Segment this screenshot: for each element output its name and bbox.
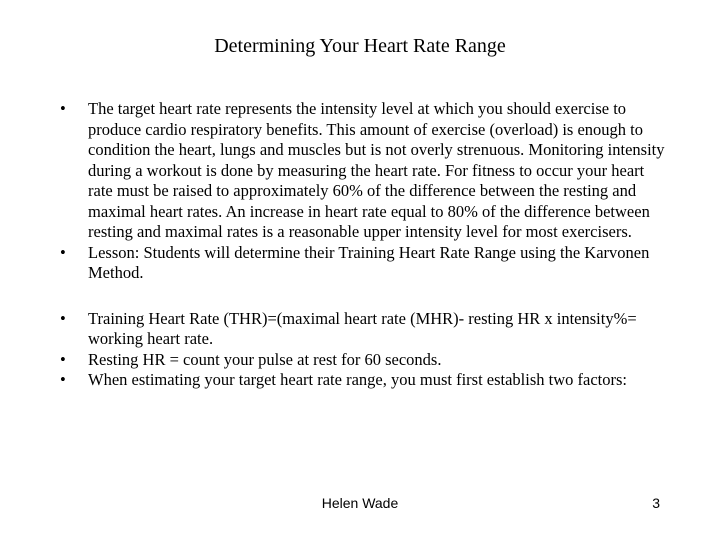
bullet-text: The target heart rate represents the intensity level at which you should exercise to produce cardio respiratory benefits. This amount of exercise (overload) is enough to condition the heart, lungs and muscles but is not overly strenuous. Monitoring intensity during a workout is done by measuring the heart rate. For fitness to occur your heart rate must be raised to approximately 60% of the difference between the resting and maximal heart rates. An increase in heart rate equal to 80% of the difference between resting and maximal rates is a reasonable upper intensity level for most exercisers. [88,99,665,241]
bullet-icon: • [60,242,66,262]
bullet-item-estimating-range [60,370,672,391]
bullet-icon: • [60,370,66,389]
bullet-text: When estimating your target heart rate range, you must first establish two factors: [88,370,627,389]
bullet-icon: • [60,349,66,369]
bullet-item-lesson [60,243,672,284]
bullet-item-resting-hr [60,350,672,371]
bullet-icon: • [60,308,66,328]
bullet-item-target-heart-rate [60,99,672,243]
bullet-item-thr-formula [60,309,672,350]
bullet-text: Resting HR = count your pulse at rest for 60 seconds. [88,349,442,369]
bullet-text: Lesson: Students will determine their Training Heart Rate Range using the Karvonen Method. [88,242,650,282]
footer-author: Helen Wade [321,495,399,511]
page-number: 3 [652,495,660,511]
bullet-text: Training Heart Rate (THR)=(maximal heart rate (MHR)- resting HR x intensity%= working heart rate. [88,308,637,348]
slide-title: Determining Your Heart Rate Range [214,35,506,57]
bullet-icon: • [60,99,66,118]
bullet-list [60,99,672,391]
